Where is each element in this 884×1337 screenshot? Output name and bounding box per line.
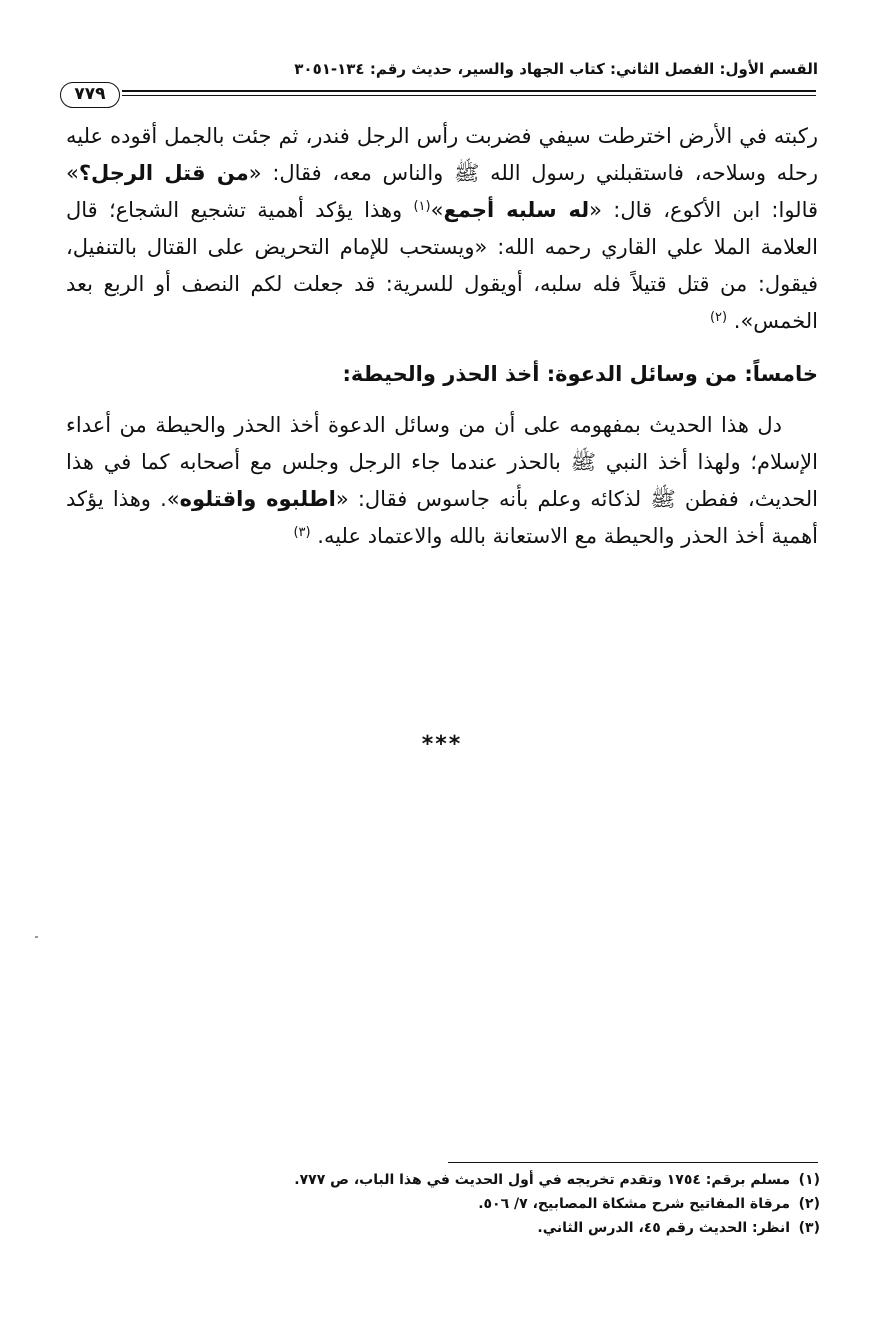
footnote-2 [200, 1192, 820, 1216]
section-separator: *** [421, 732, 463, 757]
paragraph-2 [66, 407, 818, 555]
footnote-number: (١) [798, 1172, 820, 1188]
footnote-text: مسلم برقم: ١٧٥٤ وتقدم تخريجه في أول الحديث في هذا الباب، ص ٧٧٧. [294, 1172, 790, 1188]
quoted-hadith-bold: له سلبه أجمع [443, 198, 590, 222]
footnote-number: (٣) [798, 1220, 820, 1236]
footnote-marker-3: (٣) [293, 525, 311, 540]
header-rule-thin [122, 95, 816, 96]
quoted-hadith-bold: اطلبوه واقتلوه [179, 487, 336, 511]
text-run: وهذا يؤكد أهمية تشجيع الشجاع؛ قال العلامة الملا علي القاري رحمه الله: «ويستحب للإمام التحريض على القتال بالتنفيل، فيقول: من قتل قتيلاً فله سلبه، أويقول للسرية: قد جعلت لكم النصف أو الربع بعد الخمس». [66, 198, 818, 333]
section-heading: خامساً: من وسائل الدعوة: أخذ الحذر والحيطة: [342, 362, 818, 386]
text-run: » [430, 198, 444, 222]
scan-speck [35, 936, 38, 938]
footnote-3 [200, 1216, 820, 1240]
footnote-text: مرقاة المفاتيح شرح مشكاة المصابيح، ٧/ ٥٠٦. [478, 1196, 790, 1212]
text-run: » قالوا: ابن الأكوع، قال: « [66, 161, 819, 222]
text-run: دل هذا الحديث بمفهومه على أن من وسائل الدعوة أخذ الحذر والحيطة من أعداء الإسلام؛ ولهذا أخذ النبي ﷺ بالحذر عندما جاء الرجل وجلس مع أصحابه كما في هذا الحديث، ففطن ﷺ لذكائه وعلم بأنه جاسوس فقال: « [66, 413, 818, 511]
header-rule-thick [122, 90, 816, 92]
footnotes [200, 1168, 820, 1240]
footnote-number: (٢) [798, 1196, 820, 1212]
footnote-text: انظر: الحديث رقم ٤٥، الدرس الثاني. [537, 1220, 790, 1236]
text-run: ركبته في الأرض اخترطت سيفي فضربت رأس الرجل فندر، ثم جئت بالجمل أقوده عليه رحله وسلاحه، فاستقبلني رسول الله ﷺ والناس معه، فقال: « [66, 124, 819, 185]
header-rule [60, 86, 816, 106]
footnote-rule [448, 1162, 818, 1163]
running-title: القسم الأول: الفصل الثاني: كتاب الجهاد والسير، حديث رقم: ١٣٤-٣٠٥١ [294, 60, 818, 78]
paragraph-1 [66, 118, 818, 340]
quoted-hadith-bold: من قتل الرجل؟ [78, 161, 249, 185]
main-text [66, 118, 818, 555]
footnote-1 [200, 1168, 820, 1192]
footnote-marker-2: (٢) [709, 310, 728, 325]
footnote-marker-1: (١) [413, 199, 431, 214]
page-number: ٧٧٩ [60, 82, 120, 108]
text-run: ». وهذا يؤكد أهمية أخذ الحذر والحيطة مع الاستعانة بالله والاعتماد عليه. [66, 487, 818, 548]
